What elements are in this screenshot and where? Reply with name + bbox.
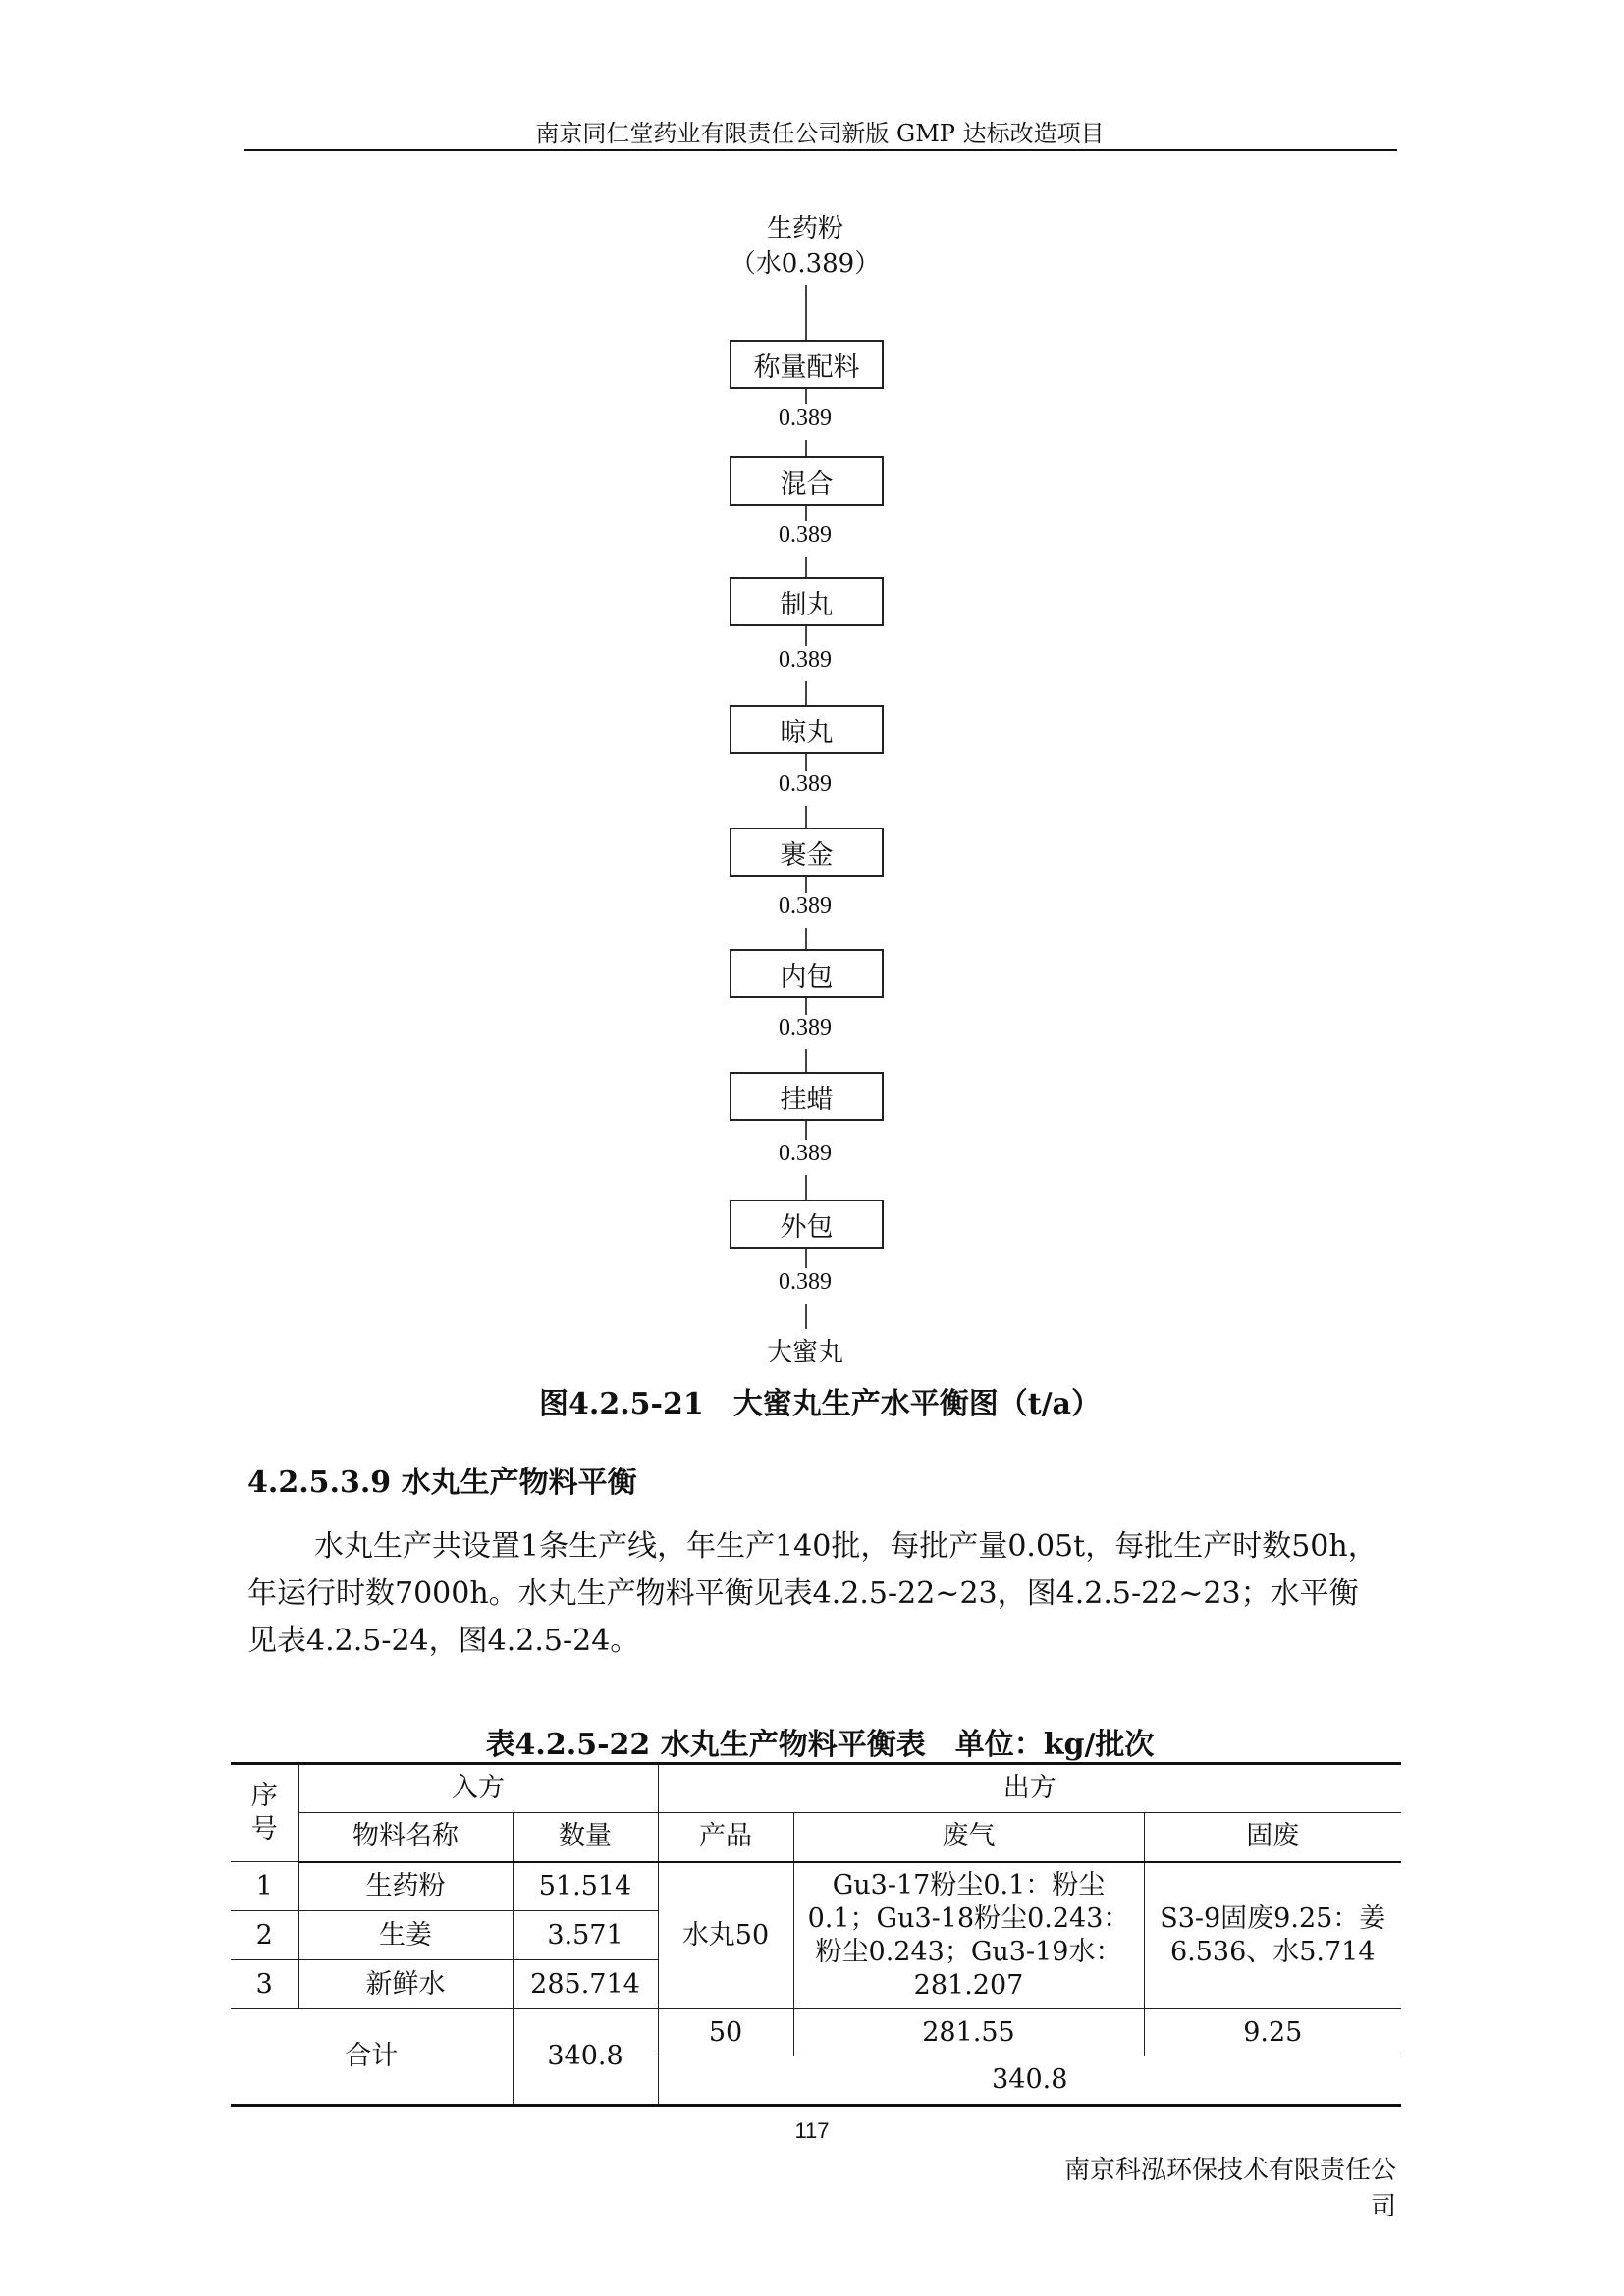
paragraph-line: 水丸生产共设置1条生产线，年生产140批，每批产量0.05t，每批生产时数50h， — [314, 1529, 1378, 1564]
cell-total-label: 合计 — [231, 2009, 513, 2106]
flow-step-gilding: 裹金 — [730, 828, 884, 877]
flow-step-inner-packing: 内包 — [730, 949, 884, 998]
cell-total-input: 340.8 — [513, 2009, 658, 2106]
flow-value: 0.389 — [779, 405, 832, 431]
flow-connector — [805, 877, 807, 893]
section-heading: 4.2.5.3.9 水丸生产物料平衡 — [247, 1466, 637, 1500]
flow-step-outer-packing: 外包 — [730, 1200, 884, 1249]
flow-step-drying: 晾丸 — [730, 705, 884, 754]
header-rule — [244, 149, 1397, 151]
flow-step-pill-making: 制丸 — [730, 577, 884, 626]
cell-seq: 3 — [231, 1960, 298, 2009]
flow-connector — [805, 998, 807, 1015]
header-input: 入方 — [298, 1764, 658, 1813]
flow-input-water: （水0.389） — [730, 249, 881, 279]
flow-connector — [805, 1249, 807, 1268]
cell-total-output: 340.8 — [658, 2056, 1401, 2106]
cell-solid-waste: S3-9固废9.25：姜6.536、水5.714 — [1144, 1862, 1401, 2009]
cell-total-solid: 9.25 — [1144, 2009, 1401, 2056]
flow-connector — [805, 806, 807, 828]
header-quantity: 数量 — [513, 1813, 658, 1862]
page-number: 117 — [794, 2118, 830, 2143]
flow-connector — [805, 928, 807, 949]
cell-total-gas: 281.55 — [793, 2009, 1144, 2056]
cell-material-name: 生姜 — [298, 1911, 513, 1960]
flow-value: 0.389 — [779, 647, 832, 672]
flow-connector — [805, 754, 807, 771]
flow-connector — [805, 557, 807, 577]
flow-connector — [805, 1304, 807, 1329]
flow-connector — [805, 1121, 807, 1140]
flow-connector — [805, 1175, 807, 1200]
flow-value: 0.389 — [779, 1015, 832, 1041]
flow-value: 0.389 — [779, 1141, 832, 1166]
flow-connector — [805, 285, 807, 340]
material-balance-table — [231, 1762, 1401, 2107]
cell-quantity: 285.714 — [513, 1960, 658, 2009]
header-exhaust-gas: 废气 — [793, 1813, 1144, 1862]
flow-connector — [805, 440, 807, 456]
cell-quantity: 3.571 — [513, 1911, 658, 1960]
header-seq: 序 号 — [231, 1764, 298, 1862]
flow-step-waxing: 挂蜡 — [730, 1072, 884, 1121]
header-material-name: 物料名称 — [298, 1813, 513, 1862]
page-header-title: 南京同仁堂药业有限责任公司新版 GMP 达标改造项目 — [535, 120, 1105, 147]
flow-value: 0.389 — [779, 1269, 832, 1295]
header-product: 产品 — [658, 1813, 793, 1862]
flow-connector — [805, 681, 807, 705]
flow-connector — [805, 1049, 807, 1072]
header-output: 出方 — [658, 1764, 1401, 1813]
paragraph-line: 年运行时数7000h。水丸生产物料平衡见表4.2.5-22~23，图4.2.5-22~23；水平衡 — [247, 1576, 1359, 1611]
cell-material-name: 生药粉 — [298, 1862, 513, 1911]
cell-product: 水丸50 — [658, 1862, 793, 2009]
cell-seq: 2 — [231, 1911, 298, 1960]
flow-output-label: 大蜜丸 — [766, 1338, 843, 1367]
paragraph-line: 见表4.2.5-24，图4.2.5-24。 — [247, 1624, 640, 1658]
footer-company: 南京科泓环保技术有限责任公司 — [1063, 2156, 1396, 2221]
header-solid-waste: 固废 — [1144, 1813, 1401, 1862]
flow-step-mixing: 混合 — [730, 456, 884, 506]
body-paragraph — [247, 1523, 1396, 1665]
flow-input-label: 生药粉 — [766, 214, 843, 243]
figure-caption: 图4.2.5-21 大蜜丸生产水平衡图（t/a） — [539, 1387, 1101, 1421]
cell-quantity: 51.514 — [513, 1862, 658, 1911]
flow-connector — [805, 506, 807, 521]
total-row — [231, 2009, 1401, 2056]
table-caption: 表4.2.5-22 水丸生产物料平衡表 单位：kg/批次 — [485, 1728, 1155, 1762]
cell-seq: 1 — [231, 1862, 298, 1911]
flow-connector — [805, 389, 807, 404]
flow-connector — [805, 626, 807, 646]
flow-value: 0.389 — [779, 772, 832, 797]
flow-step-weighing: 称量配料 — [730, 340, 884, 389]
cell-exhaust-gas: Gu3-17粉尘0.1：粉尘0.1；Gu3-18粉尘0.243：粉尘0.243；Gu3-19水：281.207 — [793, 1862, 1144, 2009]
flow-value: 0.389 — [779, 893, 832, 919]
flow-value: 0.389 — [779, 522, 832, 548]
table-row — [231, 1862, 1401, 1911]
cell-material-name: 新鲜水 — [298, 1960, 513, 2009]
cell-total-product: 50 — [658, 2009, 793, 2056]
